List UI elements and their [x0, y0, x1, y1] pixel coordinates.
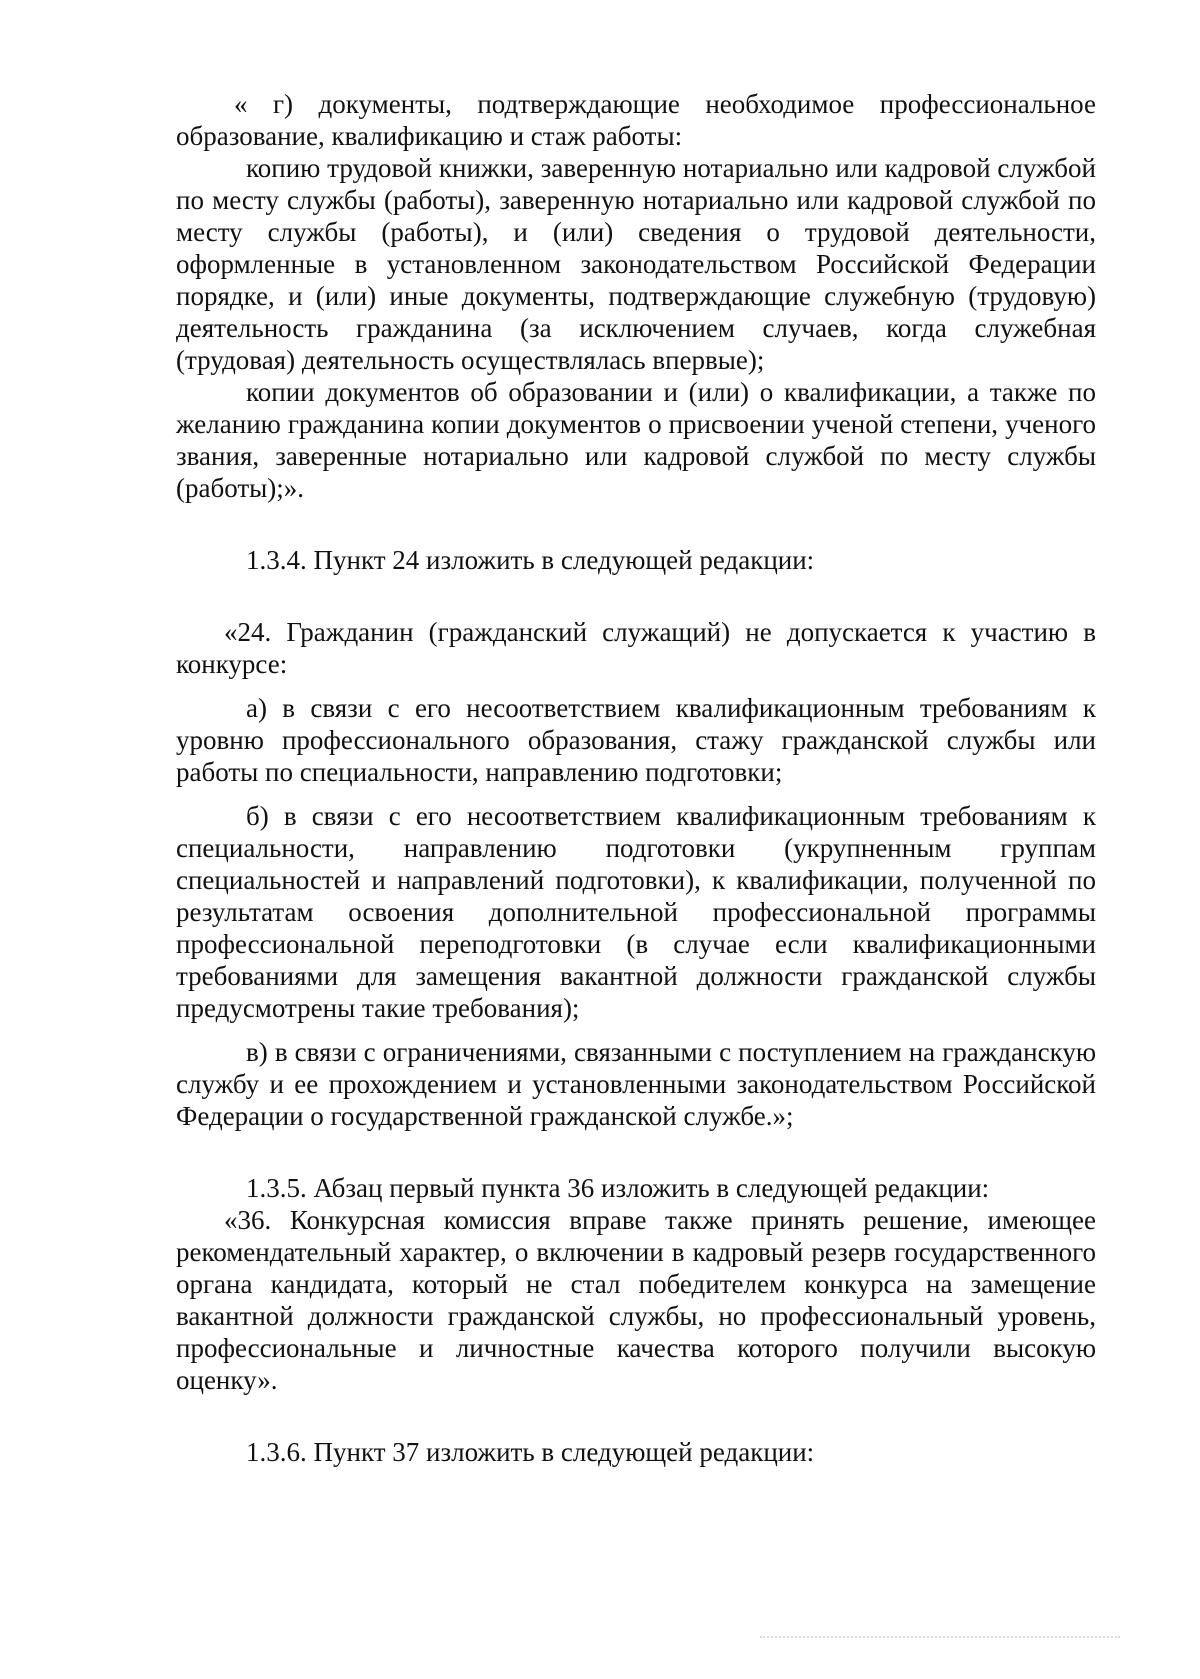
paragraph-g-documents: « г) документы, подтверждающие необходимое профессиональное образование, квалификацию и стаж работы: — [176, 89, 1096, 151]
paragraph-24-b: б) в связи с его несоответствием квалификационным требованиям к специальности, направлению подготовки (укрупненным группам специальностей и направлений подготовки), к квалификации, полученной по результатам освоения дополнительной профессиональной программы профессиональной переподготовки (в случае если квалификационными требованиями для замещения вакантной должности гражданской службы предусмотрены такие требования); — [176, 801, 1096, 1023]
paragraph-24: «24. Гражданин (гражданский служащий) не допускается к участию в конкурсе: — [176, 617, 1096, 679]
paragraph-36: «36. Конкурсная комиссия вправе также принять решение, имеющее рекомендательный характер, о включении в кадровый резерв государственного органа кандидата, который не стал победителем конкурса на замещение вакантной должности гражданской службы, но профессиональный уровень, профессиональные и личностные качества которого получили высокую оценку». — [176, 1205, 1096, 1395]
paragraph-work-book: копию трудовой книжки, заверенную нотариально или кадровой службой по месту службы (работы), заверенную нотариально или кадровой службой по месту службы (работы), и (или) сведения о трудовой деятельности, оформленные в установленном законодательством Российской Федерации порядке, и (или) иные документы, подтверждающие служебную (трудовую) деятельность гражданина (за исключением случаев, когда служебная (трудовая) деятельность осуществлялась впервые); — [176, 153, 1096, 375]
document-body — [176, 88, 1096, 1468]
section-heading-1-3-5: 1.3.5. Абзац первый пункта 36 изложить в следующей редакции: — [246, 1173, 990, 1203]
section-heading-1-3-6: 1.3.6. Пункт 37 изложить в следующей редакции: — [246, 1437, 815, 1467]
paragraph-24-a: а) в связи с его несоответствием квалификационным требованиям к уровню профессионального образования, стажу гражданской службы или работы по специальности, направлению подготовки; — [176, 693, 1096, 787]
section-heading-1-3-4: 1.3.4. Пункт 24 изложить в следующей редакции: — [246, 545, 815, 575]
scan-artifact-dots — [760, 1636, 1120, 1642]
paragraph-education-copies: копии документов об образовании и (или) о квалификации, а также по желанию гражданина копии документов о присвоении ученой степени, ученого звания, заверенные нотариально или кадровой службой по месту службы (работы);». — [176, 377, 1096, 503]
paragraph-24-v: в) в связи с ограничениями, связанными с поступлением на гражданскую службу и ее прохождением и установленными законодательством Российской Федерации о государственной гражданской службе.»; — [176, 1037, 1096, 1131]
